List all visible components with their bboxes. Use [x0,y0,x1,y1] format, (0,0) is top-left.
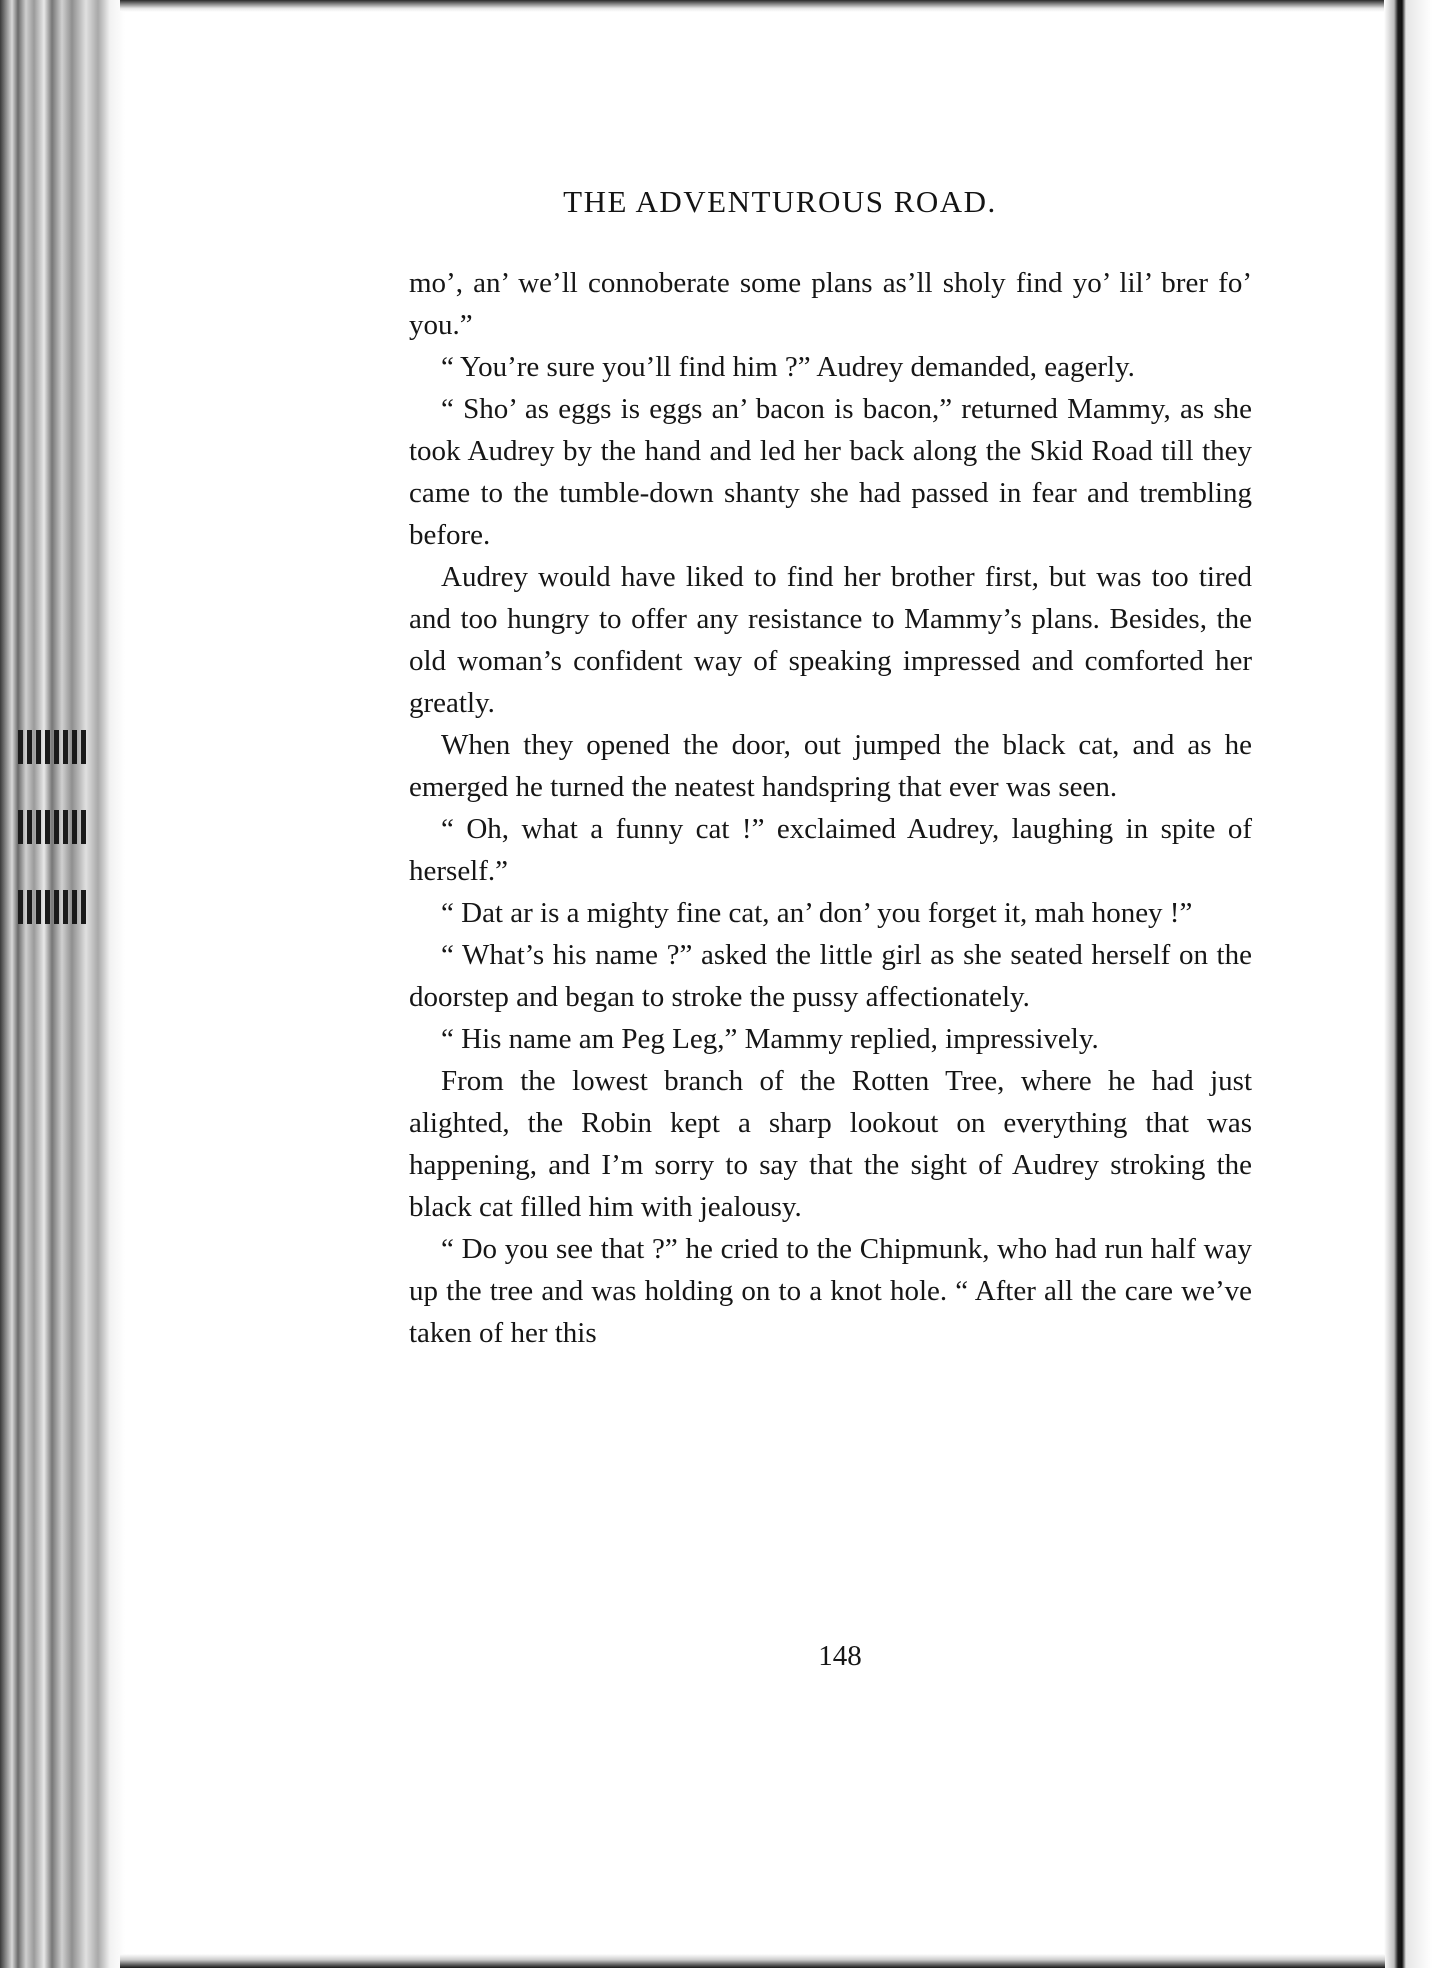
paragraph: “ You’re sure you’ll find him ?” Audrey demanded, eagerly. [441,351,1135,383]
book-page-edge [0,0,125,1968]
paragraph: “ Do you see that ?” he cried to the Chipmunk, who had run half way up the tree and was holding on to a knot hole. “ After all the care we’ve taken of her this [409,1233,1252,1349]
page-top-shadow [120,0,1385,12]
paragraph: Audrey would have liked to find her brother first, but was too tired and too hungry to offer any resistance to Mammy’s plans. Besides, the old woman’s confident way of speaking impressed and comforted her greatly. [409,561,1252,719]
paragraph: mo’, an’ we’ll connoberate some plans as’ll sholy find yo’ lil’ brer fo’ you.” [409,267,1252,341]
body-text [409,262,1252,1354]
paragraph: From the lowest branch of the Rotten Tree, where he had just alighted, the Robin kept a sharp lookout on everything that was happening, and I’m sorry to say that the sight of Audrey stroking the black cat filled him with jealousy. [409,1065,1252,1223]
paragraph: “ What’s his name ?” asked the little girl as she seated herself on the doorstep and began to stroke the pussy affectionately. [409,939,1252,1013]
running-head: THE ADVENTUROUS ROAD. [563,184,997,219]
paragraph: When they opened the door, out jumped the black cat, and as he emerged he turned the neatest handspring that ever was seen. [409,729,1252,803]
stamp-mark [18,730,88,764]
paragraph: “ His name am Peg Leg,” Mammy replied, impressively. [441,1023,1099,1055]
page-number: 148 [818,1640,862,1672]
paragraph: “ Dat ar is a mighty fine cat, an’ don’ you forget it, mah honey !” [441,897,1193,929]
stamp-mark [18,810,88,844]
stamp-mark [18,890,88,924]
book-gutter-edge [1384,0,1432,1968]
paragraph: “ Sho’ as eggs is eggs an’ bacon is bacon,” returned Mammy, as she took Audrey by the hand and led her back along the Skid Road till they came to the tumble-down shanty she had passed in fear and trembling before. [409,393,1252,551]
paragraph: “ Oh, what a funny cat !” exclaimed Audrey, laughing in spite of herself.” [409,813,1252,887]
page-bottom-shadow [120,1954,1385,1968]
page-edge-stamp [18,730,88,970]
